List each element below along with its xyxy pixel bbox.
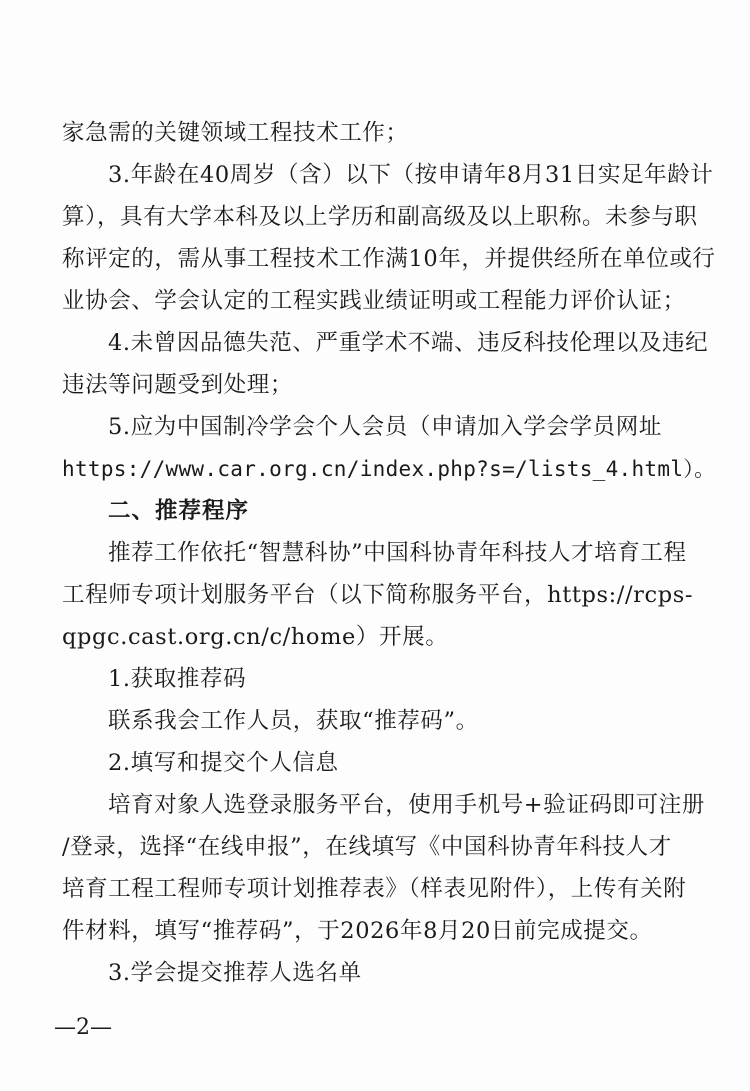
text-line: 家急需的关键领域工程技术工作； — [62, 120, 409, 146]
text-line: 培育工程工程师专项计划推荐表》（样表见附件），上传有关附 — [62, 876, 687, 902]
text-line: 算），具有大学本科及以上学历和副高级及以上职称。未参与职 — [62, 204, 698, 230]
text-line: 违法等问题受到处理； — [62, 372, 294, 398]
text-line: 工程师专项计划服务平台（以下简称服务平台，https://rcps- — [62, 582, 694, 608]
url-line: https://www.car.org.cn/index.php?s=/lists_4.html）。 — [62, 457, 716, 481]
text-line: 5.应为中国制冷学会个人会员（申请加入学会学员网址 — [108, 414, 662, 440]
section-heading: 二、推荐程序 — [108, 498, 250, 524]
text-line: 联系我会工作人员，获取“推荐码”。 — [108, 708, 479, 734]
text-line: 3.年龄在40周岁（含）以下（按申请年8月31日实足年龄计 — [108, 162, 714, 188]
text-line: 培育对象人选登录服务平台，使用手机号+验证码即可注册 — [108, 792, 705, 818]
text-line: qpgc.cast.org.cn/c/home）开展。 — [62, 624, 449, 650]
text-line: 推荐工作依托“智慧科协”中国科协青年科技人才培育工程 — [108, 540, 687, 566]
subsection-heading: 3.学会提交推荐人选名单 — [108, 960, 362, 986]
text-line: 业协会、学会认定的工程实践业绩证明或工程能力评价认证； — [62, 288, 686, 314]
text-line: 4.未曾因品德失范、严重学术不端、违反科技伦理以及违纪 — [108, 330, 709, 356]
subsection-heading: 2.填写和提交个人信息 — [108, 750, 339, 776]
text-line: /登录，选择“在线申报”，在线填写《中国科协青年科技人才 — [62, 834, 672, 860]
page-number: —2— — [54, 1015, 112, 1040]
subsection-heading: 1.获取推荐码 — [108, 666, 247, 692]
text-line: 称评定的，需从事工程技术工作满10年，并提供经所在单位或行 — [62, 246, 716, 272]
text-line: 件材料，填写“推荐码”，于2026年8月20日前完成提交。 — [62, 918, 653, 944]
